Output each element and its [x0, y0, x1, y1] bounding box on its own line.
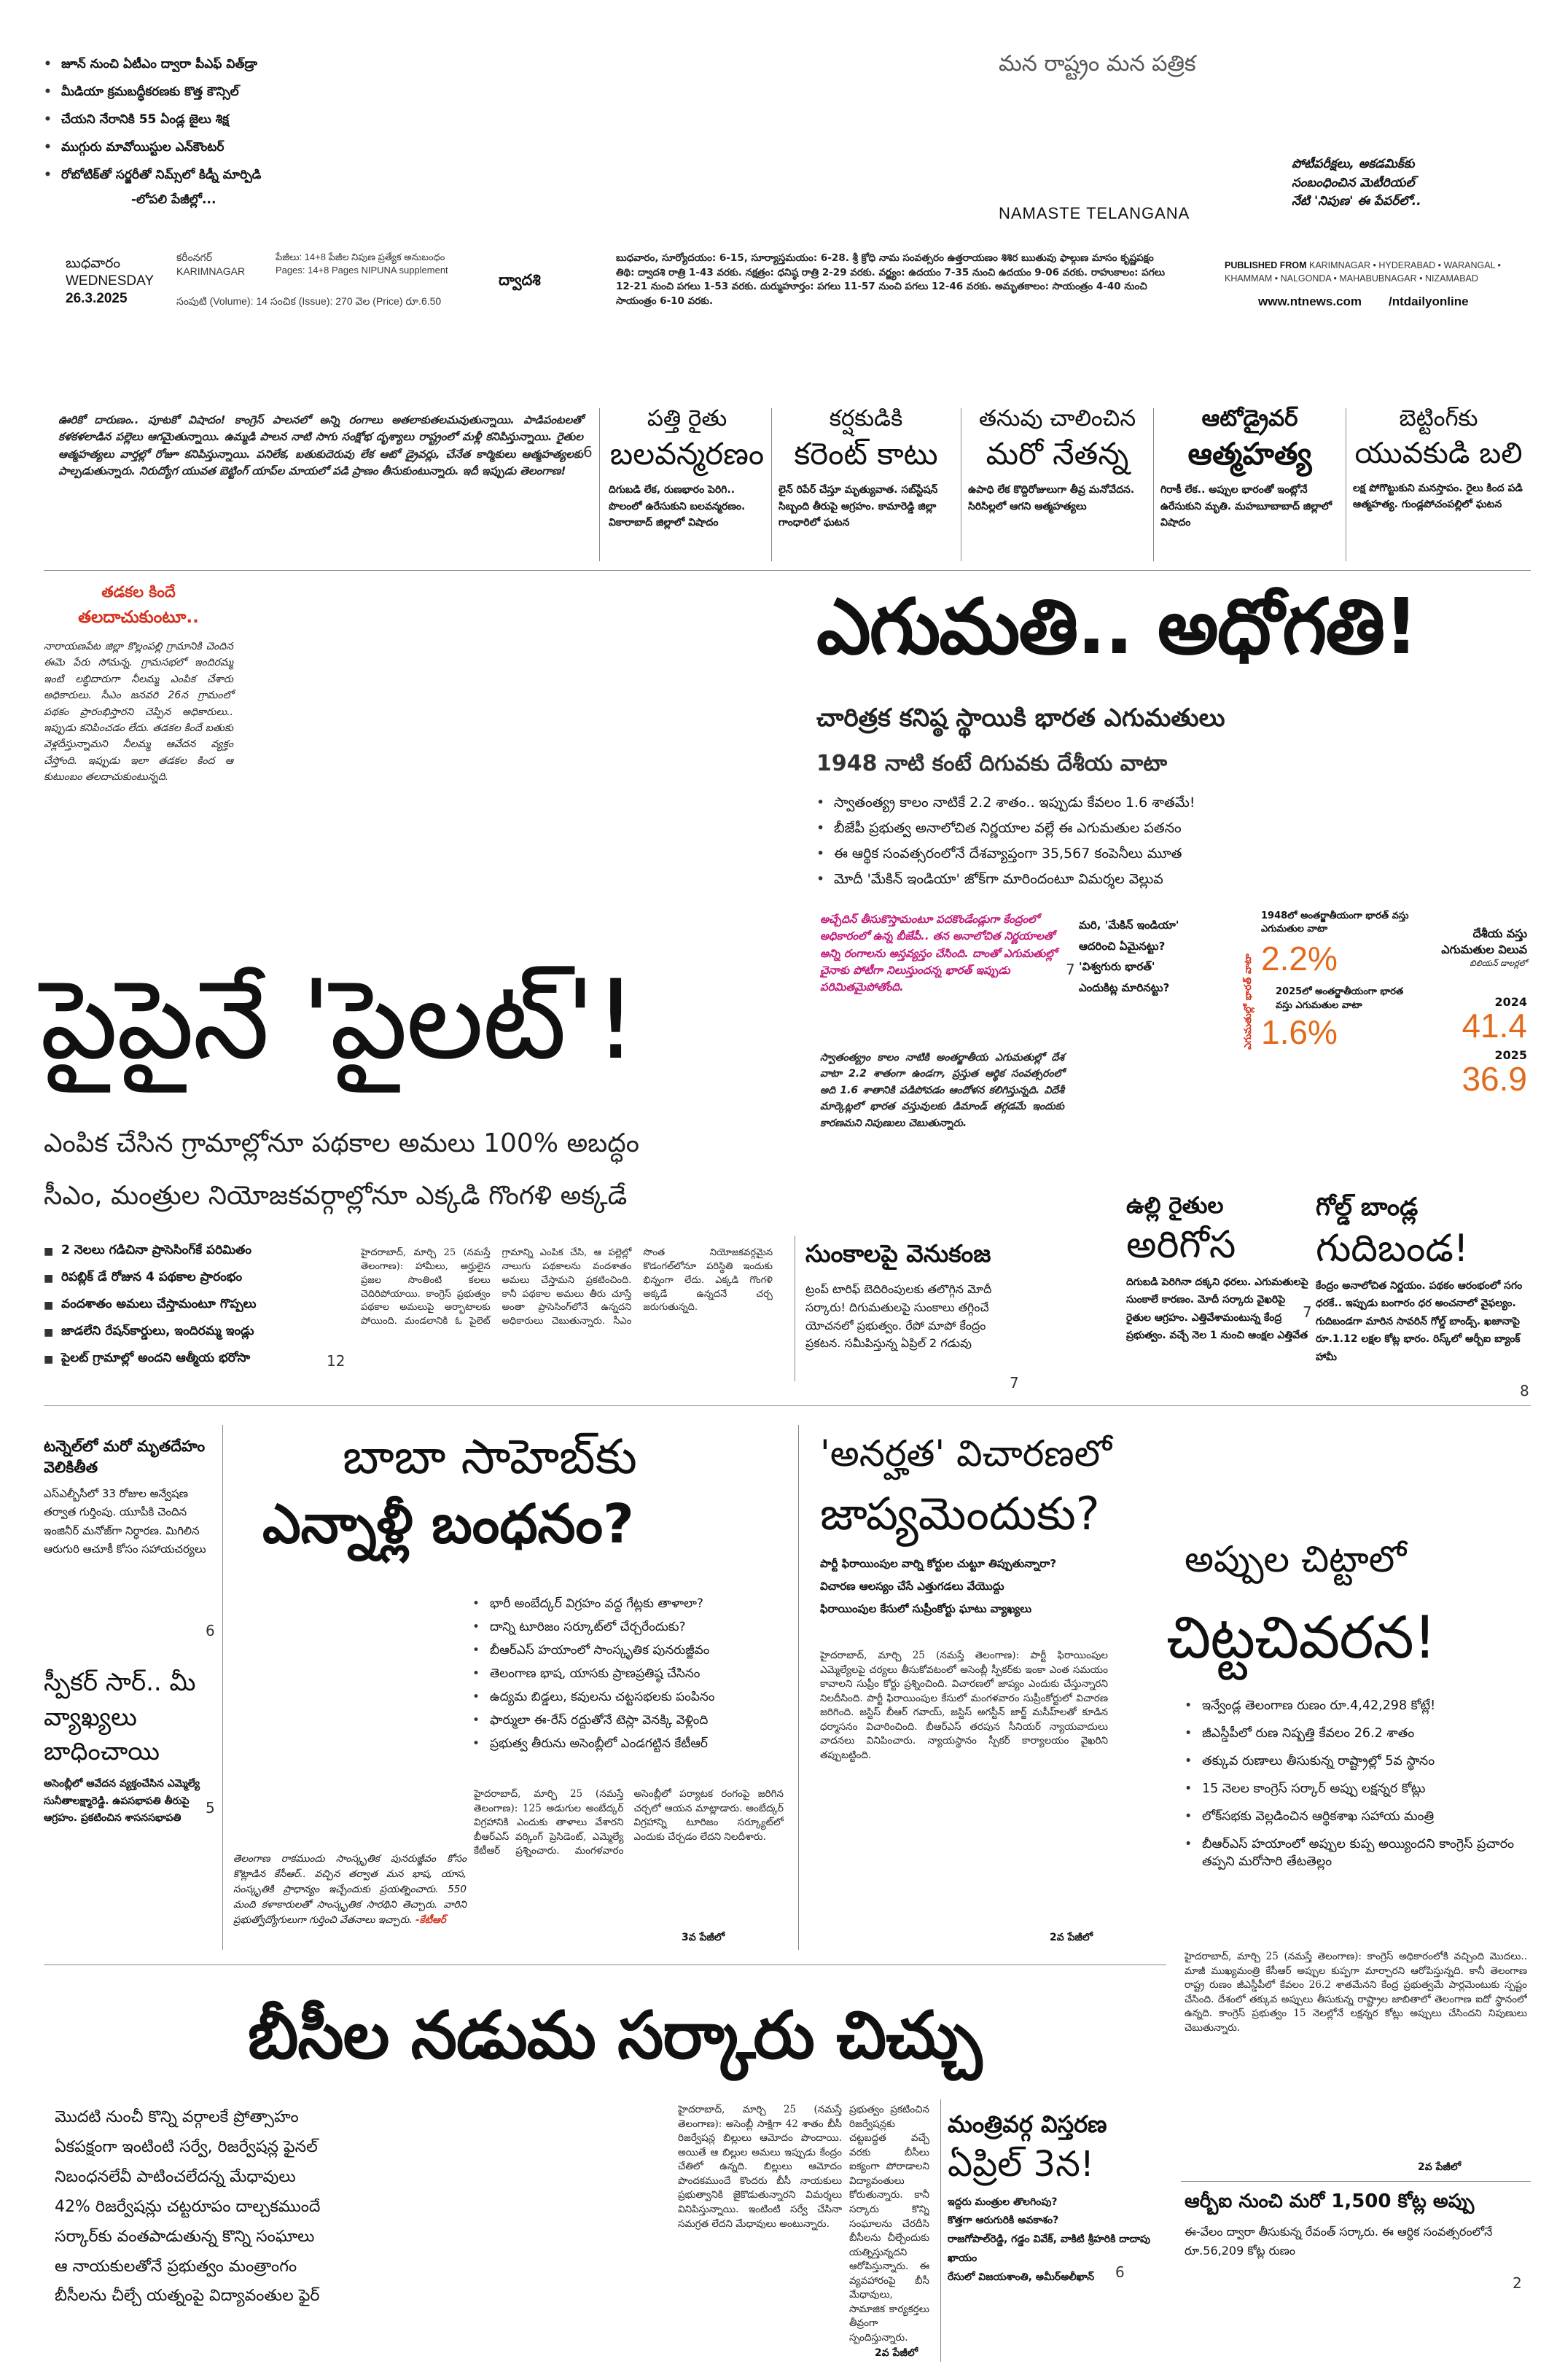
website-link[interactable]: www.ntnews.com: [1258, 294, 1362, 308]
cabinet-headline-1: మంత్రివర్గ విస్తరణ: [948, 2110, 1107, 2138]
page-ref: 7: [1303, 1303, 1312, 1321]
bullet-item: • బీఆర్ఎస్ హయాంలో అప్పుల కుప్ప అయ్యిందని కాంగ్రెస్ ప్రచారం తప్పని మరోసారి తేటతెల్లం: [1185, 1837, 1531, 1872]
story-kicker: బెట్టింగ్‌కు: [1399, 405, 1478, 432]
bullet-item: బీసీలను చీల్చే యత్నంపై విద్యావంతుల ఫైర్: [55, 2287, 320, 2306]
farmer-photo: [241, 576, 809, 955]
gold-body: కేంద్రం అనాలోచిత నిర్ణయం. పథకం ఆరంభంలో సగం ధరకే.. ఇప్పుడు బంగారం ధర అంచనాలో వైఫల్యం. గుదిబండగా మారిన సావరిన్ గోల్డ్ బాండ్స్. ఖజానాపై రూ.1.12 లక్షల కోట్ల భారం. రిస్క్‌లో ఆర్బీఐ బ్యాంక్ హామీ: [1316, 1279, 1523, 1363]
side-question: 'విశ్వగురు భారత్': [1079, 960, 1155, 973]
value-unit: బిలియన్ డాలర్లలో: [1470, 958, 1527, 968]
story-title: యువకుడి బలి: [1354, 437, 1523, 470]
volume-line: సంపుటి (Volume): 14 సంచిక (Issue): 270 వెల (Price) రూ.6.50: [176, 295, 442, 307]
divider: [940, 2099, 941, 2362]
date-block: [66, 255, 154, 307]
baba-photo: [233, 1589, 467, 1779]
page-ref: 12: [327, 1352, 346, 1370]
onion-body: దిగుబడి పెరిగినా దక్కని ధరలు. ఎగుమతులపై సుంకాలే కారణం. మోదీ సర్కారు వైఖరిపై రైతుల ఆగ్రహం. ఎత్తివేశామంటున్న కేంద్ర ప్రభుత్వం. వచ్చే నెల 1 నుంచి ఆంక్షల ఎత్తివేత: [1126, 1276, 1308, 1342]
value-number: 41.4: [1462, 1006, 1527, 1045]
rbi-body: ఈ-వేలం ద్వారా తీసుకున్న రేవంత్ సర్కారు. ఈ ఆర్థిక సంవత్సరంలోనే రూ.56,209 కోట్ల రుణం: [1185, 2225, 1493, 2258]
pages-block: [276, 251, 494, 277]
section-rule: [1181, 2181, 1531, 2182]
bullet-item: • బీజేపీ ప్రభుత్వ అనాలోచిత నిర్ణయాల వల్లే ఈ ఎగుమతుల పతనం: [816, 820, 1472, 840]
story-current[interactable]: [778, 405, 953, 531]
page-ref: 2: [1513, 2274, 1522, 2292]
bullet-item: • ఉద్యమ బిడ్డలు, కవులను చట్టసభలకు పంపినం: [472, 1690, 793, 1707]
divider: [222, 1425, 223, 1950]
page-ref[interactable]: 2వ పేజీలో: [875, 2347, 918, 2359]
bullet-item: ఏకపక్షంగా ఇంటింటి సర్వే, రిజర్వేషన్ల ఫైనల్: [55, 2137, 318, 2156]
bullet-item: 42% రిజర్వేషన్లు చట్టరూపం దాల్చకముందే: [55, 2197, 321, 2216]
bullet-item: • ఈ ఆర్థిక సంవత్సరంలోనే దేశవ్యాప్తంగా 35,567 కంపెనీలు మూత: [816, 846, 1472, 865]
bullet-item: సర్కార్‌కు వంతపాడుతున్న కొన్ని సంఘాలు: [55, 2227, 315, 2246]
tariff-story[interactable]: [805, 1239, 1017, 1353]
sidebar-kicker: తడకల కిందే: [101, 583, 176, 601]
sidebar-headline: తలదాచుకుంటూ..: [78, 608, 199, 627]
tithi-label: ద్వాదశి: [499, 271, 541, 289]
pilot-deck: సీఎం, మంత్రుల నియోజకవర్గాల్లోనూ ఎక్కడి గొంగళి అక్కడే: [44, 1181, 628, 1211]
baba-quote: [233, 1852, 467, 1928]
story-body: లైన్ రిపేర్ చేస్తూ మృత్యువాత. సబ్‌స్టేషన్ సిబ్బంది తీరుపై ఆగ్రహం. కామారెడ్డి జిల్లా గాంధారిలో ఘటన: [778, 484, 938, 529]
section-rule: [44, 1405, 1531, 1406]
value-year: 2024: [1494, 994, 1527, 1009]
page-ref[interactable]: 3వ పేజీలో: [682, 1932, 725, 1943]
promo-line: నేటి 'నిపుణ' ఈ పేపర్‌లో..: [1292, 194, 1421, 208]
tariff-headline: సుంకాలపై వెనుకంజ: [805, 1239, 991, 1268]
story-weaver[interactable]: [968, 405, 1147, 515]
exports-deck: చారిత్రక కనిష్ఠ స్థాయికి భారత ఎగుమతులు: [816, 703, 1225, 733]
divider: [1153, 408, 1154, 561]
page-ref: 7: [1010, 1374, 1019, 1392]
exports-body: స్వాతంత్య్రం కాలం నాటికి అంతర్జాతీయ ఎగుమతుల్లో దేశ వాటా 2.2 శాతంగా ఉండగా, ప్రస్తుత ఆర్థిక సంవత్సరంలో అది 1.6 శాతానికి పడిపోవడం ఆందోళన కలిగిస్తున్నది. విదేశీ మార్కెట్లలో భారత వస్తువులకు డిమాండ్ తగ్గడమే ఇందుకు కారణమని నిపుణులు చెబుతున్నారు.: [820, 1052, 1064, 1129]
value-number: 36.9: [1462, 1059, 1527, 1098]
sub-line: కొత్తగా ఆరుగురికి అవకాశం?: [948, 2215, 1059, 2227]
disqual-body: హైదరాబాద్, మార్చి 25 (నమస్తే తెలంగాణ): పార్టీ ఫిరాయింపుల ఎమ్మెల్యేలపై చర్యలు తీసుకోవటంలో అసెంబ్లీ స్పీకర్‌కు ఇంకా ఎంత సమయం కావాలని సుప్రీం కోర్టు ప్రశ్నించింది. విచారణలో జాప్యం ఎందుకు చేస్తున్నారని నిలదీసింది. పార్టీ ఫిరాయింపుల కేసులో మంగళవారం సుప్రీంకోర్టులో విచారణ జరిగింది. జస్టిస్ బీఆర్ గవాయ్, జస్టిస్ అగస్టీన్ జార్జ్ మసీహ్‌లతో కూడిన ధర్మాసనం విచారించింది. బీఆర్ఎస్ తరపున సీనియర్ న్యాయవాదులు వాదనలు వినిపించారు. న్యాయస్థానం స్పీకర్ కార్యాలయం వైఖరిని తప్పుబట్టింది.: [820, 1650, 1108, 1761]
bullet-item: ■ రిపబ్లిక్ డే రోజున 4 పథకాల ప్రారంభం: [44, 1270, 357, 1287]
social-handle[interactable]: /ntdailyonline: [1389, 294, 1469, 308]
story-title: మరో నేతన్న: [986, 436, 1129, 472]
exports-headline[interactable]: ఎగుమతి.. అధోగతి!: [816, 582, 1418, 671]
masthead-logo: [838, 87, 1276, 204]
bullet-item: • ఫార్ములా ఈ-రేస్ రద్దుతోనే టెస్లా వెనక్కి వెళ్లింది: [472, 1713, 793, 1731]
share-vertical-label: ఎగుమతుల్లో భారత్ వాటా: [1243, 953, 1254, 1050]
story-kicker: పత్తి రైతు: [647, 405, 727, 432]
section-rule: [44, 570, 1531, 571]
page-ref: 6: [583, 443, 593, 461]
promo-line: సంబంధించిన మెటీరియల్: [1292, 175, 1415, 190]
bullet-item: • తక్కువ రుణాలు తీసుకున్న రాష్ట్రాల్లో 5వ స్థానం: [1185, 1754, 1531, 1771]
quote-text: తెలంగాణ రాకముందు సాంస్కృతిక పునరుజ్జీవం కోసం కొట్లాడిన కేసీఆర్.. వచ్చిన తర్వాత మన భాష, యాస, సంస్కృతికి ప్రాధాన్యం ఇచ్చేందుకు ప్రయత్నించారు. 550 మంది కళాకారులతో సాంస్కృతిక సారథిని తెచ్చారు. వారిని ప్రభుత్వోద్యోగులుగా గుర్తించి వేతనాలు ఇచ్చారు.: [233, 1853, 467, 1926]
story-body: గిరాకీ లేక.. అప్పుల భారంతో ఇంట్లోనే ఉరేసుకుని మృతి. మహబూబాబాద్ జిల్లాలో విషాదం: [1160, 484, 1332, 529]
side-question: ఎందుకిట్ల మారినట్టు?: [1079, 980, 1170, 994]
cabinet-headline-2: ఏప్రిల్ 3న!: [948, 2144, 1095, 2185]
sub-line: రేసులో విజయశాంతి, అమీర్‌అలీఖాన్: [948, 2271, 1095, 2284]
story-kicker: ఆటోడ్రైవర్: [1201, 405, 1298, 432]
index-item[interactable]: • జూన్ నుంచి ఏటీఎం ద్వారా పీఎఫ్ విత్‌డ్రా: [44, 57, 350, 74]
bullet-item: ■ 2 నెలలు గడిచినా ప్రాసెసింగ్‌కే పరిమితం: [44, 1243, 357, 1260]
debt-headline-2[interactable]: చిట్టచివరన!: [1166, 1604, 1436, 1671]
gold-kicker: గోల్డ్ బాండ్ల: [1316, 1193, 1419, 1222]
story-cotton[interactable]: [609, 405, 765, 531]
story-auto[interactable]: [1160, 405, 1339, 531]
rbi-story[interactable]: [1185, 2190, 1527, 2260]
baba-headline-1[interactable]: బాబా సాహెబ్‌కు: [343, 1429, 637, 1485]
page-ref: 6: [1115, 2263, 1125, 2281]
city-te: కరీంనగర్: [176, 251, 212, 263]
share-table: [1261, 910, 1414, 1052]
baba-body: హైదరాబాద్, మార్చి 25 (నమస్తే తెలంగాణ): 125 అడుగుల అంబేద్కర్ విగ్రహానికి ఎందుకు తాళాలు వేశారని బీఆర్ఎస్ వర్కింగ్ ప్రెసిడెంట్, ఎమ్మెల్యే కేటీఆర్ ప్రశ్నించారు. మంగళవారం అసెంబ్లీలో పర్యాటక రంగంపై జరిగిన చర్చలో ఆయన మాట్లాడారు. అంబేద్కర్ విగ్రహాన్ని టూరిజం సర్క్యూట్‌లో ఎందుకు చేర్చడం లేదని నిలదీశారు.: [474, 1788, 784, 1857]
bullet-item: • బీఆర్ఎస్ హయాంలో సాంస్కృతిక పునరుజ్జీవం: [472, 1643, 793, 1661]
sub-line: ఇద్దరు మంత్రుల తొలగింపు?: [948, 2196, 1058, 2208]
issue-date: 26.3.2025: [66, 290, 128, 306]
page-ref[interactable]: 2వ పేజీలో: [1050, 1932, 1093, 1943]
rbi-headline: ఆర్బీఐ నుంచి మరో 1,500 కోట్ల అప్పు: [1185, 2190, 1475, 2212]
tariff-body: ట్రంప్ టారిఫ్ బెదిరింపులకు తలొగ్గిన మోదీ సర్కారు! దిగుమతులపై సుంకాలు తగ్గించే యోచనలో ప్రభుత్వం. రేపో మాపో కేంద్రం ప్రకటన. సమీపిస్తున్న ఏప్రిల్ 2 గడువు: [805, 1282, 992, 1351]
story-kicker: తనువు చాలించిన: [978, 405, 1136, 432]
export-value-table: [1418, 926, 1527, 1096]
day-te: బుధవారం: [66, 256, 121, 271]
bc-headline[interactable]: బీసీల నడుమ సర్కారు చిచ్చు: [248, 1997, 982, 2074]
bc-body-col1: హైదరాబాద్, మార్చి 25 (నమస్తే తెలంగాణ): అసెంబ్లీ సాక్షిగా 42 శాతం బీసీ రిజర్వేషన్ల బిల్లులు ఆమోదం పొందాయి. అయితే ఆ బిల్లుల అమలు ఇప్పుడు కేంద్రం చేతిలో ఉన్నది. బిల్లులు ఆమోదం పొందకముందే కొందరు బీసీ నాయకులు ప్రభుత్వానికి జైకొడుతున్నారని విమర్శలు వినిపిస్తున్నాయి. ఇంటింటి సర్వే చేసినా సమగ్రత లేదని మేధావులు అంటున్నారు.: [678, 2104, 842, 2230]
page-ref: 5: [206, 1799, 215, 1817]
brief-body: ఎస్ఎల్బీసీలో 33 రోజుల అన్వేషణ తర్వాత గుర్తింపు. యూపీకి చెందిన ఇంజినీర్ మనోజ్‌గా నిర్ధారణ. మిగిలిన ఆరుగురి ఆచూకీ కోసం సహాయచర్యలు: [44, 1486, 206, 1556]
index-more: -లోపలి పేజీల్లో...: [131, 192, 216, 207]
story-title: బలవన్మరణం: [609, 436, 765, 472]
pilot-body: హైదరాబాద్, మార్చి 25 (నమస్తే తెలంగాణ): హామీలు, అర్హులైన ప్రజల సొంతింటి కలలు చెదిరిపోయాయి. కాంగ్రెస్ ప్రభుత్వం పథకాల అమలుపై అర్భాటాలకు పోయింది. మండలానికి ఓ పైలెట్ గ్రామాన్ని ఎంపిక చేసి, ఆ పల్లెల్లో నాలుగు పథకాలను వందశాతం అమలు చేస్తామని ప్రకటించింది. కానీ పథకాల అమలు తీరు చూస్తే అంతా ప్రాసెసింగ్‌లోనే ఉన్నదని అధికారులు చెబుతున్నారు. సీఎం సొంత నియోజకవర్గమైన కొడంగల్‌లోనూ పరిస్థితి ఇందుకు భిన్నంగా లేదు. ఎక్కడి గొంగళి అక్కడే ఉన్నదనే చర్చ జరుగుతున్నది.: [361, 1247, 773, 1327]
brief-body: అసెంబ్లీలో ఆవేదన వ్యక్తంచేసిన ఎమ్మెల్యే సునీతాలక్ష్మారెడ్డి. ఉపసభాపతి తీరుపై ఆగ్రహం. ప్రకటించిన శాసనసభాపతి: [44, 1777, 200, 1825]
story-kicker: కర్షకుడికి: [829, 405, 903, 432]
cabinet-story[interactable]: [948, 2110, 1166, 2287]
cabinet-sub: [948, 2193, 1166, 2287]
exports-quote: అచ్చేదిన్ తీసుకొస్తామంటూ పదకొండేండ్లుగా కేంద్రంలో అధికారంలో ఉన్న బీజేపీ.. తన అనాలోచిత నిర్ణయాలతో అన్ని రంగాలను అస్తవ్యస్తం చేసింది. దాంతో ఎగుమతుల్లో చైనాకు పోటీగా నిలుస్తుందన్న భారత్ ఇప్పుడు పరిమితమైపోతోంది.: [820, 913, 1057, 994]
masthead-brand: NAMASTE TELANGANA: [999, 204, 1190, 222]
exports-bullets: [816, 795, 1472, 897]
promo-box[interactable]: [1292, 155, 1518, 211]
lead-text: ఊరికో దారుణం.. పూటకో విషాదం! కాంగ్రెస్ పాలనలో అన్ని రంగాలు అతలాకుతలమవుతున్నాయి. పాడిపంటలతో కళకళలాడిన పల్లెలు ఆగమైతున్నాయి. ఉమ్మడి పాలన నాటి సాగు సంక్షోభ దృశ్యాలు రాష్ట్రంలో మళ్లీ కనిపిస్తున్నాయి. రైతుల ఆత్మహత్యలు వార్తల్లో రోజూ కనిపిస్తున్నాయి. పనిలేక, బతుకుదెరువు లేక ఆటో డ్రైవర్లు, చేనేత కార్మికులు ఆత్మహత్యలకు పాల్పడుతున్నారు. నిరుద్యోగ యువత బెట్టింగ్ యాప్‌ల మాయలో పడి ప్రాణం తీసుకుంటున్నారు. ఇదీ ఇప్పుడు తెలంగాణ!: [58, 413, 583, 477]
pilot-deck: ఎంపిక చేసిన గ్రామాల్లోనూ పథకాల అమలు 100% అబద్ధం: [44, 1128, 639, 1158]
disqual-headline-1[interactable]: 'అనర్హత' విచారణలో: [820, 1432, 1112, 1475]
gold-headline: గుదిబండ!: [1316, 1227, 1469, 1271]
brief-headline: స్పీకర్ సార్.. మీ వ్యాఖ్యలు బాధించాయి: [44, 1668, 196, 1767]
bullet-item: • మోదీ 'మేకిన్ ఇండియా' జోక్‌గా మారిందంటూ విమర్శల వెల్లువ: [816, 871, 1472, 891]
story-body: లక్ష పోగొట్టుకుని మనస్తాపం. రైలు కింద పడి ఆత్మహత్య. గుండ్లపోచంపల్లిలో ఘటన: [1353, 483, 1523, 511]
side-question: ఆదరించి ఏమైనట్టు?: [1079, 939, 1166, 953]
share-label: 1948లో అంతర్జాతీయంగా భారత్ వస్తు ఎగుమతుల వాటా: [1261, 910, 1409, 935]
gold-story[interactable]: [1316, 1193, 1523, 1366]
share-label: 2025లో అంతర్జాతీయంగా భారత వస్తు ఎగుమతుల వాటా: [1276, 986, 1404, 1011]
published-label: PUBLISHED FROM: [1225, 260, 1307, 270]
sub-line: విచారణ ఆలస్యం చేసే ఎత్తుగడలు వేయొద్దు: [820, 1579, 1004, 1593]
brief-tunnel[interactable]: [44, 1436, 215, 1559]
debt-headline-1[interactable]: అప్పుల చిట్టాలో: [1185, 1538, 1407, 1580]
pages-te: పేజీలు: 14+8 పేజీల నిపుణ ప్రత్యేక అనుబంధం: [276, 251, 445, 262]
debt-body: హైదరాబాద్, మార్చి 25 (నమస్తే తెలంగాణ): కాంగ్రెస్ అధికారంలోకి వచ్చింది మొదలు.. మాజీ ముఖ్యమంత్రి కేసీఆర్ అప్పుల కుప్పగా మార్చారని ఆరోపిస్తున్నది. కానీ తెలంగాణ రాష్ట్ర రుణం జీఎస్డీపీలో కేవలం 26.2 శాతమేనని కేంద్ర ప్రభుత్వమే పార్లమెంటుకు స్పష్టం చేసింది. దేశంలో తక్కువ అప్పులు తీసుకున్న రాష్ట్రాల జాబితాలో తెలంగాణ ఐదో స్థానంలో ఉన్నది. కాంగ్రెస్ ప్రభుత్వం 15 నెలల్లోనే లక్షన్నర కోట్లు అప్పులు చేసిందని నిపుణులు చెబుతున్నారు.: [1185, 1951, 1527, 2034]
disqual-headline-2[interactable]: జాప్యమెందుకు?: [820, 1487, 1100, 1540]
city-en: KARIMNAGAR: [176, 265, 246, 277]
bullet-item: • తెలంగాణ భాష, యాసకు ప్రాణప్రతిష్ఠ చేసినం: [472, 1666, 793, 1684]
sidebar-photo-story[interactable]: [44, 583, 233, 786]
story-title: ఆత్మహత్య: [1187, 436, 1312, 472]
value-year: 2025: [1494, 1047, 1527, 1062]
index-item[interactable]: • రోబోటిక్‌తో సర్జరీతో నిమ్స్‌లో కిడ్నీ మార్పిడి: [44, 168, 350, 185]
bullet-item: • 15 నెలల కాంగ్రెస్ సర్కార్ అప్పు లక్షన్నర కోట్లు: [1185, 1782, 1531, 1799]
page-ref[interactable]: 2వ పేజీలో: [1418, 2161, 1462, 2173]
pilot-bullets: [44, 1243, 357, 1378]
page-ref: 6: [206, 1622, 215, 1639]
index-item[interactable]: • మీడియా క్రమబద్ధీకరణకు కొత్త కౌన్సిల్: [44, 85, 350, 102]
disqual-sub: [820, 1553, 1199, 1620]
bullet-item: ■ వందశాతం అమలు చేస్తామంటూ గొప్పలు: [44, 1297, 357, 1314]
bullet-item: ఆ నాయకులతోనే ప్రభుత్వం మంత్రాంగం: [55, 2257, 297, 2276]
story-body: దిగుబడి లేక, రుణభారం పెరిగి.. పొలంలో ఉరేసుకుని బలవన్మరణం. వికారాబాద్ జిల్లాలో విషాదం: [609, 484, 746, 529]
bullet-item: • దాన్ని టూరిజం సర్కూట్‌లో చేర్చరేందుకు?: [472, 1620, 793, 1637]
bc-body-col2: ప్రభుత్వం ప్రకటించిన రిజర్వేషన్లకు చట్టబద్ధత వచ్చే వరకు బీసీలు ఐక్యంగా పోరాడాలని విద్యావంతులు కోరుతున్నారు. కానీ సర్కారు కొన్ని సంఘాలను చేరదీసి బీసీలను చీల్చేందుకు యత్నిస్తున్నదని ఆరోపిస్తున్నారు. ఈ వ్యవహారంపై బీసీ మేధావులు, సామాజిక కార్యకర్తలు తీవ్రంగా స్పందిస్తున్నారు.: [849, 2104, 929, 2344]
masthead-tagline: మన రాష్ట్రం మన పత్రిక: [999, 51, 1196, 77]
sub-line: రాజగోపాల్‌రెడ్డి, గడ్డం వివేక్, వాకిటి శ్రీహరికి దాదాపు ఖాయం: [948, 2233, 1150, 2265]
promo-line: పోటీపరీక్షలు, అకడమిక్‌కు: [1292, 157, 1415, 171]
brief-headline: టన్నెల్‌లో మరో మృతదేహం వెలికితీత: [44, 1437, 206, 1477]
pages-en: Pages: 14+8 Pages NIPUNA supplement: [276, 265, 448, 276]
index-item[interactable]: • చేయని నేరానికి 55 ఏండ్ల జైలు శిక్ష: [44, 112, 350, 130]
sub-line: ఫిరాయింపుల కేసులో సుప్రీంకోర్టు ఘాటు వ్యాఖ్యలు: [820, 1601, 1032, 1615]
bullet-item: • ప్రభుత్వ తీరును అసెంబ్లీలో ఎండగట్టిన కేటీఆర్: [472, 1736, 793, 1754]
share-value: 1.6%: [1261, 1013, 1338, 1051]
divider: [599, 408, 600, 561]
story-betting[interactable]: [1353, 405, 1524, 513]
published-cities: KARIMNAGAR • HYDERABAD • WARANGAL • KHAMMAM • NALGONDA • MAHABUBNAGAR • NIZAMABAD: [1225, 260, 1501, 284]
pilot-headline[interactable]: పైపైనే 'పైలట్'!: [40, 957, 636, 1084]
share-value: 2.2%: [1261, 940, 1338, 978]
edition-block: [176, 251, 245, 278]
published-block: [1225, 260, 1531, 285]
index-item[interactable]: • ముగ్గురు మావోయిస్టుల ఎన్‌కౌంటర్: [44, 140, 350, 157]
onion-kicker: ఉల్లి రైతుల: [1126, 1193, 1224, 1219]
value-title: దేశీయ వస్తు ఎగుమతుల విలువ: [1441, 926, 1527, 957]
bullet-item: ■ జాడలేని రేషన్‌కార్డులు, ఇందిరమ్మ ఇండ్లు: [44, 1324, 357, 1341]
sub-line: పార్టీ ఫిరాయింపుల వార్ని కోర్టుల చుట్టూ తిప్పుతున్నారా?: [820, 1557, 1057, 1570]
bullet-item: నిబంధనలేవీ పాటించలేదన్న మేధావులు: [55, 2167, 296, 2186]
debt-bullets: [1185, 1698, 1531, 1882]
story-body: ఉపాధి లేక కొద్దిరోజులుగా తీవ్ర మనోవేదన. సిరిసిల్లలో ఆగని ఆత్మహత్యలు: [968, 484, 1135, 512]
bullet-item: • భారీ అంబేద్కర్ విగ్రహం వద్ద గేట్లకు తాళాలా?: [472, 1596, 793, 1614]
bullet-item: • లోక్‌సభకు వెల్లడించిన ఆర్థికశాఖ సహాయ మంత్రి: [1185, 1809, 1531, 1827]
index-box: [44, 57, 350, 210]
baba-headline-2[interactable]: ఎన్నాళ్లీ బంధనం?: [262, 1493, 634, 1556]
exports-side-questions: [1079, 915, 1225, 998]
baba-bullets: [472, 1596, 793, 1760]
bullet-item: ■ పైలట్ గ్రామాల్లో అందని ఆత్మీయ భరోసా: [44, 1351, 357, 1368]
sidebar-body: నారాయణపేట జిల్లా కొల్లంపల్లి గ్రామానికి చెందిన ఈమె పేరు సోమన్న. గ్రామసభలో ఇందిరమ్మ ఇంటి లబ్ధిదారుగా నీలమ్మ ఎంపిక చేశారు అధికారులు. సీఎం జనవరి 26న గ్రామంలో పథకం ప్రారంభిస్తారని చెప్పిన అధికారులు.. ఇప్పుడు కనిపించడం లేదు. తడకల కిందే బతుకు వెళ్లదీస్తున్నామని నీలమ్మ ఆవేదన వ్యక్తం చేస్తోంది. ఇప్పుడు ఇలా తడకల కింద ఆ కుటుంబం తలదాచుకుంటున్నది.: [44, 641, 233, 784]
onion-story[interactable]: [1126, 1193, 1308, 1345]
brief-speaker[interactable]: [44, 1666, 215, 1827]
page-ref: 7: [1066, 961, 1075, 978]
exports-subdeck: 1948 నాటి కంటే దిగువకు దేశీయ వాటా: [816, 751, 1167, 776]
divider: [771, 408, 772, 561]
bullet-item: • స్వాతంత్య్ర కాలం నాటికే 2.2 శాతం.. ఇప్పుడు కేవలం 1.6 శాతమే!: [816, 795, 1472, 814]
panchang-text: బుధవారం, సూర్యోదయం: 6-15, సూర్యాస్తమయం: 6-28. శ్రీ క్రోధి నామ సంవత్సరం ఉత్తరాయణం శిశిర ఋతువు ఫాల్గుణ మాసం కృష్ణపక్షం తిథి: ద్వాదశి రాత్రి 1-43 వరకు. నక్షత్రం: ధనిష్ఠ రాత్రి 2-29 వరకు. వర్జ్యం: ఉదయం 7-35 నుంచి ఉదయం 9-06 వరకు. రాహుకాలం: పగలు 12-21 నుంచి పగలు 1-53 వరకు. దుర్ముహూర్తం: పగలు 11-57 నుంచి పగలు 12-46 వరకు. అమృతకాలం: సాయంత్రం 4-40 నుంచి సాయంత్రం 6-10 వరకు.: [616, 252, 1165, 307]
story-title: కరెంట్ కాటు: [794, 436, 938, 472]
quote-author: -కేటీఆర్: [415, 1913, 446, 1926]
bullet-item: మొదటి నుంచీ కొన్ని వర్గాలకే ప్రోత్సాహం: [55, 2108, 299, 2126]
divider: [798, 1425, 799, 1950]
onion-headline: అరిగోస: [1126, 1223, 1236, 1267]
page-ref: 8: [1520, 1382, 1529, 1400]
day-en: WEDNESDAY: [66, 273, 155, 289]
bullet-item: • జీఎస్డీపీలో రుణ నిష్పత్తి కేవలం 26.2 శాతం: [1185, 1726, 1531, 1744]
bullet-item: • ఇన్వేండ్ల తెలంగాణ రుణం రూ.4,42,298 కోట్లే!: [1185, 1698, 1531, 1716]
bc-bullets: [55, 2103, 434, 2311]
side-question: మరి, 'మేకిన్ ఇండియా': [1079, 918, 1179, 932]
